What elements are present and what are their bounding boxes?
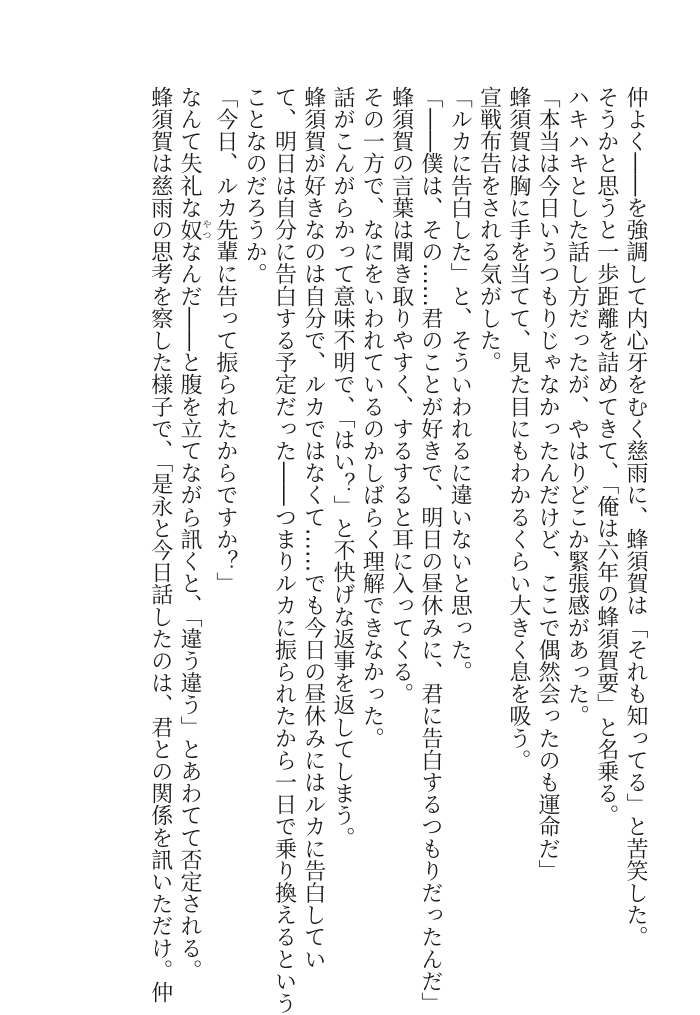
text-line-1: 仲よく――を強調して内心牙をむく慈雨に、蜂須賀は「それも知ってる」と苦笑した。 <box>623 86 648 948</box>
text-line-8: 「――僕は、その……君のことが好きで、明日の昼休みに、君に告白するつもりだったんだ」 <box>417 86 443 1015</box>
text-line-4: 「本当は今日いうつもりじゃなかったんだけど、ここで偶然会ったのも運命だ」 <box>535 86 561 882</box>
text-line-11: 話がこんがらかって意味不明で、「はい？」と不快げな返事を返してしまう。 <box>330 86 356 849</box>
text-line-10: その一方で、なにをいわれているのかしばらく理解できなかった。 <box>359 86 385 749</box>
text-line-14: ことなのだろうか。 <box>242 86 268 285</box>
text-line-7: 「ルカに告白した」と、そういわれるに違いないと思った。 <box>447 86 473 683</box>
text-line-12: 蜂須賀が好きなのは自分で、ルカではなくて……でも今日の昼休みにはルカに告白してい <box>300 86 326 970</box>
text-line-5: 蜂須賀は胸に手を当てて、見た目にもわかるくらい大きく息を吸う。 <box>505 86 531 772</box>
ruby-annotation: 奴やつ <box>177 218 211 241</box>
ruby-reading: やつ <box>200 218 211 241</box>
text-line-3: ハキハキとした話し方だったが、やはりどこか緊張感があった。 <box>564 86 590 727</box>
text-line-6: 宣戦布告をされる気がした。 <box>476 86 502 374</box>
text-line-15: 「今日、ルカ先輩に告って振られたからですか？」 <box>212 86 238 595</box>
text-line-17: 蜂須賀は慈雨の思考を察した様子で、「是永と今日話したのは、君との関係を訊いただけ。仲 <box>147 86 173 1004</box>
text-line-13: て、明日は自分に告白する予定だった――つまりルカに振られたから一日で乗り換えるという <box>271 86 297 1015</box>
vertical-text-body <box>145 86 650 1015</box>
text-line-2: そうかと思うと一歩距離を詰めてきて、「俺は六年の蜂須賀要」と名乗る。 <box>593 86 619 827</box>
text-line-16: なんて失礼な奴やつなんだ――と腹を立てながら訊くと、「違う違う」とあわてて否定される。 <box>177 86 211 982</box>
text-line-9: 蜂須賀の言葉は聞き取りやすく、するすると耳に入ってくる。 <box>388 86 414 705</box>
